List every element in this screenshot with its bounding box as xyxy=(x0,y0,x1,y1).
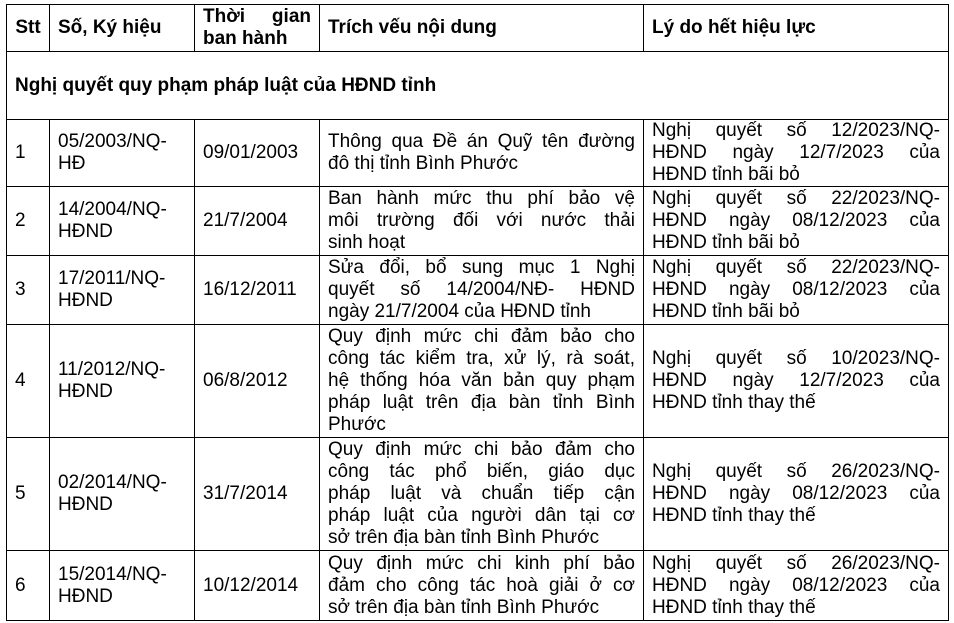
cell-reason-line: HĐND ngày 08/12/2023 của xyxy=(652,574,940,596)
cell-summary-line: pháp luật của người dân tại cơ xyxy=(328,505,635,526)
cell-reason-line: HĐND ngày 12/7/2023 của xyxy=(652,370,940,391)
cell-summary-line: quyết số 14/2004/NĐ- HĐND xyxy=(328,279,635,300)
cell-reason-line: Nghị quyết số 10/2023/NQ- xyxy=(652,348,940,369)
cell-number-line: 02/2014/NQ- xyxy=(58,472,167,493)
cell-summary-line: hệ thống hóa văn bản quy phạm xyxy=(328,370,635,391)
cell-summary xyxy=(320,120,644,187)
cell-summary-line: sở trên địa bàn tỉnh Bình Phước xyxy=(328,596,600,618)
cell-reason-line: Nghị quyết số 26/2023/NQ- xyxy=(652,552,940,574)
cell-number xyxy=(50,325,195,438)
table-row xyxy=(7,187,949,256)
cell-number xyxy=(50,120,195,187)
cell-number-line: HĐND xyxy=(58,221,113,242)
cell-number-line: HĐND xyxy=(58,494,113,515)
cell-number xyxy=(50,256,195,325)
header-issue-time-line2: ban hành xyxy=(203,28,288,49)
header-summary: Trích vếu nội dung xyxy=(320,5,644,52)
cell-issue-date: 09/01/2003 xyxy=(195,120,320,187)
section-title: Nghị quyết quy phạm pháp luật của HĐND tỉnh xyxy=(7,52,949,120)
table-row xyxy=(7,551,949,621)
cell-summary-line: công tác kiểm tra, xử lý, rà soát, xyxy=(328,348,635,369)
cell-reason-line: HĐND ngày 08/12/2023 của xyxy=(652,210,940,231)
cell-issue-date: 31/7/2014 xyxy=(195,438,320,551)
cell-summary-line: sở trên địa bàn tỉnh Bình Phước xyxy=(328,527,600,548)
table-row xyxy=(7,256,949,325)
cell-number-line: 14/2004/NQ- xyxy=(58,199,167,220)
cell-reason-line: Nghị quyết số 26/2023/NQ- xyxy=(652,461,940,482)
cell-issue-date: 16/12/2011 xyxy=(195,256,320,325)
cell-number-line: HĐND xyxy=(58,290,113,311)
cell-reason xyxy=(644,551,949,621)
cell-stt: 5 xyxy=(7,438,50,551)
cell-summary xyxy=(320,256,644,325)
header-reason: Lý do hết hiệu lực xyxy=(644,5,949,52)
cell-number-line: 15/2014/NQ- xyxy=(58,563,167,585)
cell-reason-line: HĐND tỉnh bãi bỏ xyxy=(652,164,800,185)
cell-reason-line: HĐND tỉnh thay thế xyxy=(652,392,816,413)
cell-summary-line: đô thị tỉnh Bình Phước xyxy=(328,153,518,174)
cell-summary-line: pháp luật trên địa bàn tỉnh Bình xyxy=(328,392,635,413)
cell-summary-line: Thông qua Đề án Quỹ tên đường xyxy=(328,131,635,152)
header-issue-time-line1: Thời gian xyxy=(203,6,311,27)
cell-issue-date: 06/8/2012 xyxy=(195,325,320,438)
cell-stt: 6 xyxy=(7,551,50,621)
cell-reason-line: HĐND ngày 08/12/2023 của xyxy=(652,483,940,504)
cell-number-line: 11/2012/NQ- xyxy=(58,359,166,380)
header-stt: Stt xyxy=(7,5,50,52)
cell-stt: 2 xyxy=(7,187,50,256)
cell-stt: 1 xyxy=(7,120,50,187)
cell-number-line: 05/2003/NQ- xyxy=(58,131,167,152)
table-row xyxy=(7,438,949,551)
cell-reason xyxy=(644,187,949,256)
table-row xyxy=(7,120,949,187)
cell-summary-line: Quy định mức chi đảm bảo cho xyxy=(328,326,635,347)
cell-summary-line: Quy định mức chi kinh phí bảo xyxy=(328,552,635,574)
cell-reason-line: HĐND tỉnh thay thế xyxy=(652,596,816,618)
cell-reason xyxy=(644,325,949,438)
cell-summary-line: môi trường đối với nước thải xyxy=(328,210,635,231)
cell-number xyxy=(50,187,195,256)
header-issue-time xyxy=(195,5,320,52)
cell-summary-line: sinh hoạt xyxy=(328,232,406,253)
cell-summary-line: Ban hành mức thu phí bảo vệ xyxy=(328,188,635,209)
cell-issue-date: 10/12/2014 xyxy=(195,551,320,621)
cell-summary-line: ngày 21/7/2004 của HĐND tỉnh xyxy=(328,301,591,322)
cell-stt: 4 xyxy=(7,325,50,438)
cell-number xyxy=(50,438,195,551)
cell-summary-line: Phước xyxy=(328,414,386,435)
cell-reason-line: Nghị quyết số 22/2023/NQ- xyxy=(652,188,940,209)
cell-number xyxy=(50,551,195,621)
cell-number-line: HĐ xyxy=(58,153,86,174)
header-number: Số, Ký hiệu xyxy=(50,5,195,52)
cell-reason-line: HĐND ngày 08/12/2023 của xyxy=(652,279,940,300)
cell-summary-line: Sửa đổi, bổ sung mục 1 Nghị xyxy=(328,257,635,278)
cell-reason-line: Nghị quyết số 12/2023/NQ- xyxy=(652,120,940,141)
header-row xyxy=(7,5,949,52)
cell-summary xyxy=(320,325,644,438)
table-row xyxy=(7,325,949,438)
cell-issue-date: 21/7/2004 xyxy=(195,187,320,256)
legal-documents-table xyxy=(6,4,949,621)
cell-summary-line: công tác phổ biến, giáo dục xyxy=(328,461,635,482)
cell-reason-line: HĐND tỉnh thay thế xyxy=(652,505,816,526)
cell-number-line: HĐND xyxy=(58,585,113,607)
cell-reason-line: HĐND tỉnh bãi bỏ xyxy=(652,232,800,253)
cell-number-line: HĐND xyxy=(58,381,113,402)
cell-reason-line: HĐND ngày 12/7/2023 của xyxy=(652,142,940,163)
cell-reason-line: Nghị quyết số 22/2023/NQ- xyxy=(652,257,940,278)
cell-summary-line: pháp luật và chuẩn tiếp cận xyxy=(328,483,635,504)
cell-number-line: 17/2011/NQ- xyxy=(58,268,166,289)
cell-summary xyxy=(320,438,644,551)
cell-reason xyxy=(644,256,949,325)
cell-summary-line: Quy định mức chi bảo đảm cho xyxy=(328,439,635,460)
section-row xyxy=(7,52,949,120)
cell-reason-line: HĐND tỉnh bãi bỏ xyxy=(652,301,800,322)
cell-summary-line: đảm cho công tác hoà giải ở cơ xyxy=(328,574,635,596)
cell-stt: 3 xyxy=(7,256,50,325)
cell-reason xyxy=(644,438,949,551)
cell-reason xyxy=(644,120,949,187)
cell-summary xyxy=(320,187,644,256)
cell-summary xyxy=(320,551,644,621)
